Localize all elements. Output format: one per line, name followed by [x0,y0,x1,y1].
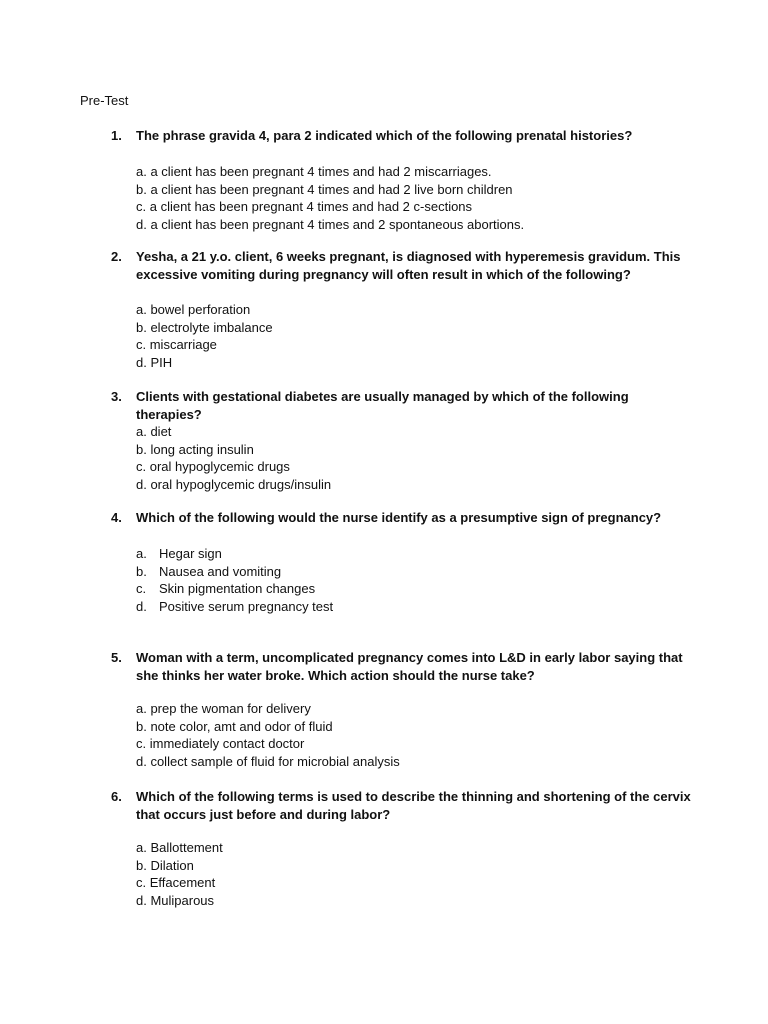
option-b [136,563,333,581]
question-text: Clients with gestational diabetes are usually managed by which of the following therapies? [136,389,629,422]
option-b: b. a client has been pregnant 4 times and had 2 live born children [136,181,513,197]
question-text: Which of the following would the nurse identify as a presumptive sign of pregnancy? [136,510,662,525]
option-text: Hegar sign [159,546,222,561]
question-text: Yesha, a 21 y.o. client, 6 weeks pregnant, is diagnosed with hyperemesis gravidum. This excessive vomiting during pregnancy will often result in which of the following? [136,249,681,282]
option-d: d. collect sample of fluid for microbial analysis [136,753,400,769]
option-list [136,839,223,909]
option-b: b. long acting insulin [136,441,254,457]
page-title: Pre-Test [80,93,129,108]
option-text: Positive serum pregnancy test [159,598,334,614]
option-a: a. diet [136,424,172,439]
option-c: c. miscarriage [136,337,217,352]
option-a: a. Ballottement [136,840,223,855]
option-c: c. a client has been pregnant 4 times and had 2 c-sections [136,199,473,214]
question-text: Woman with a term, uncomplicated pregnancy comes into L&D in early labor saying that she thinks her water broke. Which action should the nurse take? [136,650,683,683]
option-letter: b. [136,563,147,579]
question-number: 6. [111,789,122,804]
option-letter: c. [136,581,147,596]
question-number: 2. [111,249,122,264]
option-list [136,163,524,233]
option-letter: d. [136,598,147,614]
option-text: Nausea and vomiting [159,563,282,579]
option-list [136,423,331,493]
option-a: a. prep the woman for delivery [136,701,311,716]
option-c [136,580,333,598]
option-a: a. bowel perforation [136,302,251,317]
option-a [136,545,333,563]
option-text: Skin pigmentation changes [159,581,316,596]
option-c: c. immediately contact doctor [136,736,305,751]
option-a: a. a client has been pregnant 4 times and had 2 miscarriages. [136,164,492,179]
question-number: 1. [111,128,122,143]
option-d [136,598,333,616]
option-d: d. a client has been pregnant 4 times and 2 spontaneous abortions. [136,216,525,232]
option-d: d. oral hypoglycemic drugs/insulin [136,476,332,492]
option-d: d. Muliparous [136,892,215,908]
question-number: 4. [111,510,122,525]
option-b: b. note color, amt and odor of fluid [136,718,333,734]
question-text: The phrase gravida 4, para 2 indicated which of the following prenatal histories? [136,128,633,143]
option-c: c. oral hypoglycemic drugs [136,459,290,474]
question-number: 3. [111,389,122,404]
option-letter: a. [136,546,147,561]
option-b: b. Dilation [136,857,194,873]
option-list [136,700,400,770]
option-b: b. electrolyte imbalance [136,319,273,335]
question-number: 5. [111,650,122,665]
option-c: c. Effacement [136,875,216,890]
option-list [136,301,273,371]
question-text: Which of the following terms is used to describe the thinning and shortening of the cervix that occurs just before and during labor? [136,789,691,822]
option-list [136,545,333,615]
option-d: d. PIH [136,354,173,370]
